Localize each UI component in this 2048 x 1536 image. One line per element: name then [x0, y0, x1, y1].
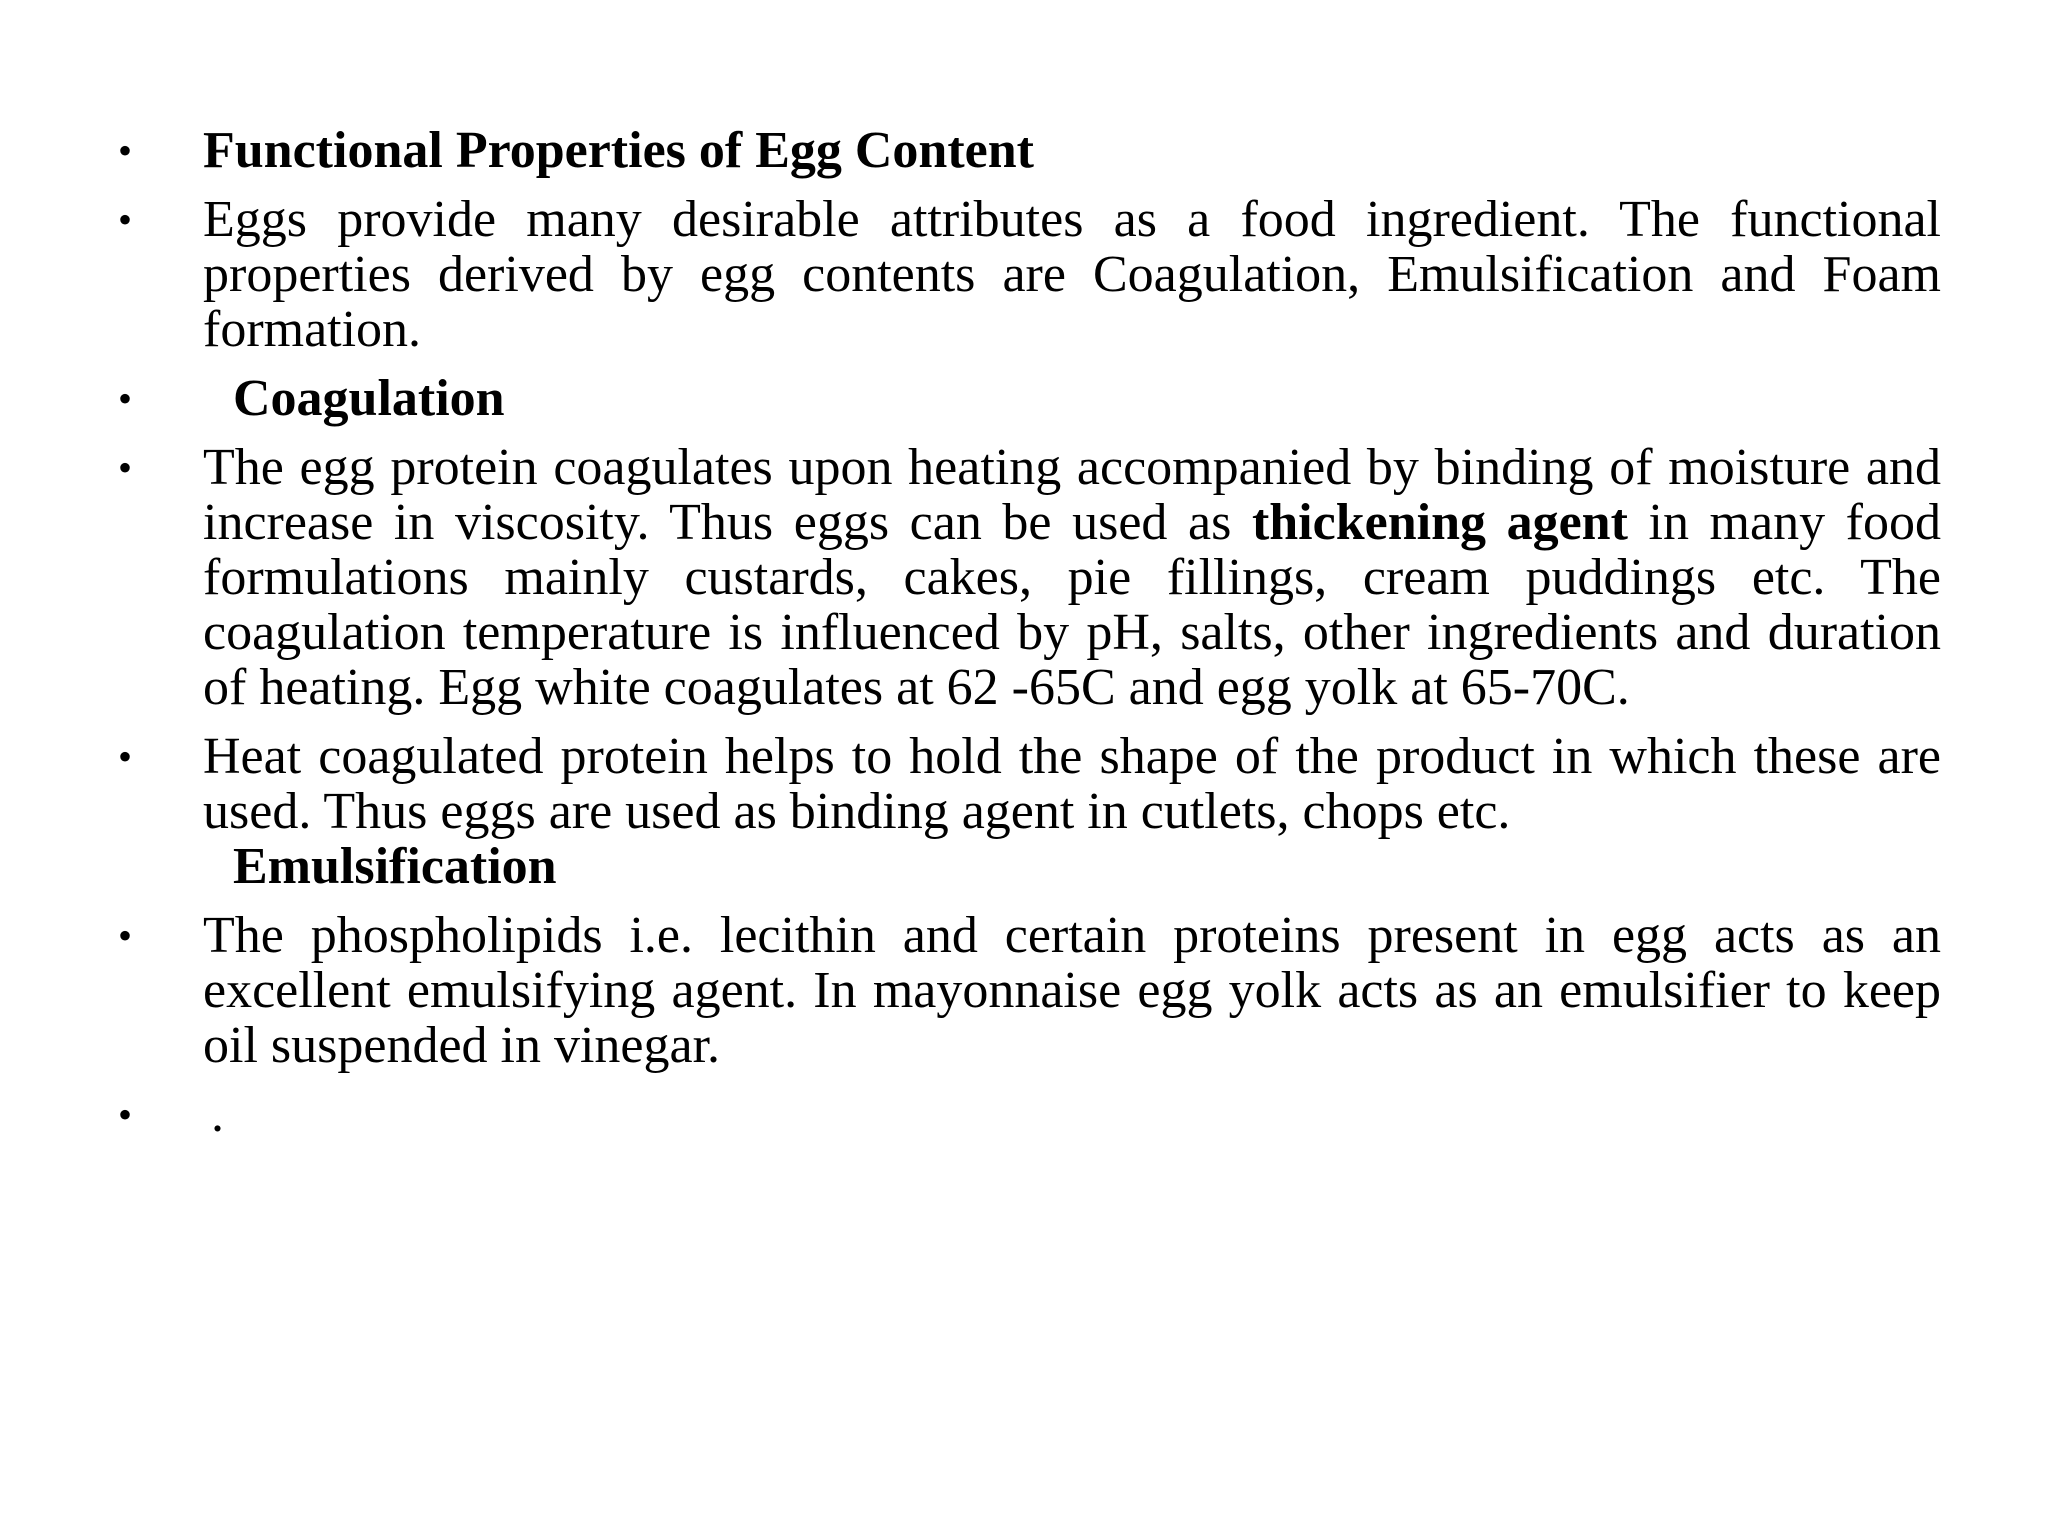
slide-title: Functional Properties of Egg Content [203, 122, 1034, 179]
bullet-icon: • [118, 128, 133, 173]
list-item-intro [118, 192, 1941, 357]
empty-dot-text: . [211, 1086, 224, 1143]
list-item-coagulation-text [118, 440, 1941, 715]
bullet-icon: • [118, 913, 133, 958]
thickening-agent-term: thickening agent [1251, 494, 1628, 551]
bullet-icon: • [118, 734, 133, 779]
bullet-icon: • [118, 197, 133, 242]
list-item-title [118, 123, 1941, 178]
binding-text: Heat coagulated protein helps to hold the shape of the product in which these are used. Thus eggs are used as binding agent in cutlets, chops etc. [203, 728, 1941, 840]
list-item-coagulation-heading [118, 371, 1941, 426]
coagulation-text-after: in many food formulations mainly custards, cakes, pie fillings, cream puddings etc. The coagulation temperature is influenced by pH, salts, other ingredients and duration of heating. Egg white coagulates at 62 -65C and egg yolk at 65-70C. [203, 494, 1941, 716]
list-item-emulsification-text [118, 908, 1941, 1073]
coagulation-text-before: The egg protein coagulates upon heating accompanied by binding of moisture and increase in viscosity. Thus eggs can be used as [203, 439, 1941, 551]
bullet-icon: • [118, 445, 133, 490]
bullet-icon: • [118, 376, 133, 421]
bullet-icon: • [118, 1092, 133, 1137]
coagulation-heading: Coagulation [233, 370, 505, 427]
list-item-empty [118, 1087, 1941, 1142]
bullet-list [118, 123, 1941, 1156]
emulsification-text: The phospholipids i.e. lecithin and certain proteins present in egg acts as an excellent emulsifying agent. In mayonnaise egg yolk acts as an emulsifier to keep oil suspended in vinegar. [203, 907, 1941, 1074]
intro-text: Eggs provide many desirable attributes as a food ingredient. The functional properties derived by egg contents are Coagulation, Emulsification and Foam formation. [203, 191, 1941, 358]
emulsification-heading: Emulsification [233, 838, 557, 895]
list-item-binding [118, 729, 1941, 894]
